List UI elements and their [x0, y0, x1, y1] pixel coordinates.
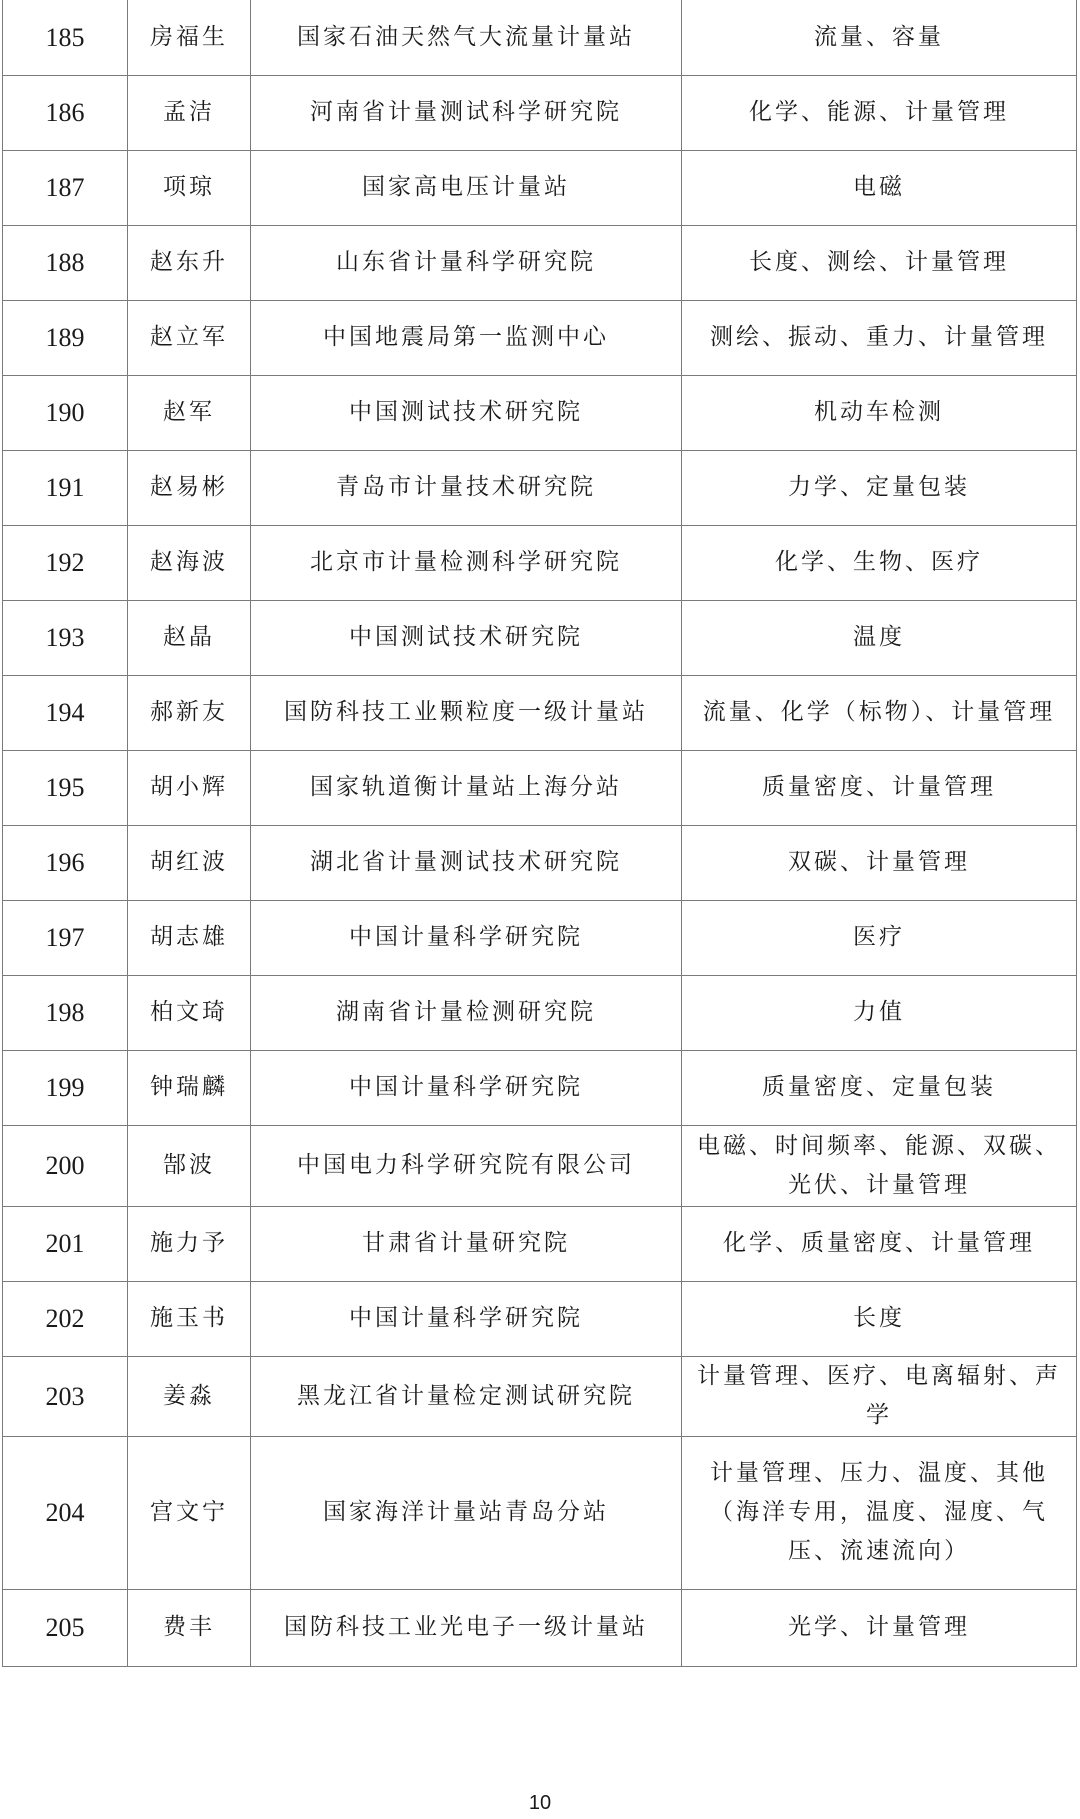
table-row: [3, 300, 1077, 375]
table-row: [3, 75, 1077, 150]
row-number: 196: [3, 825, 128, 900]
table-row: [3, 1050, 1077, 1125]
specialty-field: 质量密度、计量管理: [682, 750, 1077, 825]
person-name: 姜淼: [128, 1356, 251, 1436]
row-number: 200: [3, 1125, 128, 1206]
row-number: 195: [3, 750, 128, 825]
row-number: 197: [3, 900, 128, 975]
person-name: 郝新友: [128, 675, 251, 750]
person-name: 钟瑞麟: [128, 1050, 251, 1125]
table-row: [3, 150, 1077, 225]
specialty-field: 计量管理、压力、温度、其他（海洋专用，温度、湿度、气压、流速流向）: [682, 1436, 1077, 1589]
person-name: 赵立军: [128, 300, 251, 375]
person-name: 房福生: [128, 0, 251, 75]
organization: 河南省计量测试科学研究院: [251, 75, 682, 150]
organization: 国家石油天然气大流量计量站: [251, 0, 682, 75]
organization: 国家轨道衡计量站上海分站: [251, 750, 682, 825]
table-row: [3, 375, 1077, 450]
organization: 甘肃省计量研究院: [251, 1206, 682, 1281]
person-name: 柏文琦: [128, 975, 251, 1050]
person-name: 施力予: [128, 1206, 251, 1281]
row-number: 194: [3, 675, 128, 750]
row-number: 193: [3, 600, 128, 675]
organization: 国防科技工业光电子一级计量站: [251, 1589, 682, 1666]
row-number: 186: [3, 75, 128, 150]
row-number: 188: [3, 225, 128, 300]
row-number: 205: [3, 1589, 128, 1666]
row-number: 198: [3, 975, 128, 1050]
page-number: 10: [528, 1792, 552, 1814]
expert-roster-table: [2, 0, 1077, 1667]
organization: 山东省计量科学研究院: [251, 225, 682, 300]
specialty-field: 医疗: [682, 900, 1077, 975]
table-row: [3, 675, 1077, 750]
specialty-field: 化学、生物、医疗: [682, 525, 1077, 600]
specialty-field: 电磁、时间频率、能源、双碳、光伏、计量管理: [682, 1125, 1077, 1206]
table-row: [3, 1356, 1077, 1436]
table-row: [3, 0, 1077, 75]
specialty-field: 化学、质量密度、计量管理: [682, 1206, 1077, 1281]
row-number: 190: [3, 375, 128, 450]
organization: 湖南省计量检测研究院: [251, 975, 682, 1050]
organization: 中国计量科学研究院: [251, 1050, 682, 1125]
table-row: [3, 825, 1077, 900]
row-number: 203: [3, 1356, 128, 1436]
table-row: [3, 1206, 1077, 1281]
organization: 国家高电压计量站: [251, 150, 682, 225]
specialty-field: 长度: [682, 1281, 1077, 1356]
row-number: 189: [3, 300, 128, 375]
specialty-field: 机动车检测: [682, 375, 1077, 450]
organization: 国家海洋计量站青岛分站: [251, 1436, 682, 1589]
person-name: 孟洁: [128, 75, 251, 150]
organization: 青岛市计量技术研究院: [251, 450, 682, 525]
row-number: 187: [3, 150, 128, 225]
organization: 北京市计量检测科学研究院: [251, 525, 682, 600]
specialty-field: 流量、化学（标物）、计量管理: [682, 675, 1077, 750]
specialty-field: 长度、测绘、计量管理: [682, 225, 1077, 300]
row-number: 191: [3, 450, 128, 525]
organization: 中国测试技术研究院: [251, 600, 682, 675]
organization: 湖北省计量测试技术研究院: [251, 825, 682, 900]
specialty-field: 双碳、计量管理: [682, 825, 1077, 900]
person-name: 赵易彬: [128, 450, 251, 525]
organization: 中国计量科学研究院: [251, 1281, 682, 1356]
person-name: 赵军: [128, 375, 251, 450]
table-row: [3, 525, 1077, 600]
specialty-field: 力值: [682, 975, 1077, 1050]
table-row: [3, 225, 1077, 300]
person-name: 胡小辉: [128, 750, 251, 825]
specialty-field: 电磁: [682, 150, 1077, 225]
specialty-field: 力学、定量包装: [682, 450, 1077, 525]
specialty-field: 温度: [682, 600, 1077, 675]
table-row: [3, 900, 1077, 975]
specialty-field: 测绘、振动、重力、计量管理: [682, 300, 1077, 375]
person-name: 胡红波: [128, 825, 251, 900]
row-number: 185: [3, 0, 128, 75]
table-row: [3, 750, 1077, 825]
organization: 国防科技工业颗粒度一级计量站: [251, 675, 682, 750]
organization: 中国计量科学研究院: [251, 900, 682, 975]
person-name: 宫文宁: [128, 1436, 251, 1589]
specialty-field: 光学、计量管理: [682, 1589, 1077, 1666]
person-name: 赵海波: [128, 525, 251, 600]
specialty-field: 化学、能源、计量管理: [682, 75, 1077, 150]
table-row: [3, 1125, 1077, 1206]
table-row: [3, 600, 1077, 675]
table-row: [3, 1281, 1077, 1356]
specialty-field: 质量密度、定量包装: [682, 1050, 1077, 1125]
person-name: 郜波: [128, 1125, 251, 1206]
organization: 中国电力科学研究院有限公司: [251, 1125, 682, 1206]
table-row: [3, 1589, 1077, 1666]
row-number: 202: [3, 1281, 128, 1356]
table-row: [3, 450, 1077, 525]
person-name: 胡志雄: [128, 900, 251, 975]
organization: 中国地震局第一监测中心: [251, 300, 682, 375]
table-row: [3, 975, 1077, 1050]
person-name: 赵东升: [128, 225, 251, 300]
row-number: 204: [3, 1436, 128, 1589]
row-number: 192: [3, 525, 128, 600]
person-name: 赵晶: [128, 600, 251, 675]
specialty-field: 计量管理、医疗、电离辐射、声学: [682, 1356, 1077, 1436]
person-name: 费丰: [128, 1589, 251, 1666]
specialty-field: 流量、容量: [682, 0, 1077, 75]
row-number: 201: [3, 1206, 128, 1281]
person-name: 施玉书: [128, 1281, 251, 1356]
row-number: 199: [3, 1050, 128, 1125]
table-row: [3, 1436, 1077, 1589]
organization: 中国测试技术研究院: [251, 375, 682, 450]
person-name: 项琼: [128, 150, 251, 225]
organization: 黑龙江省计量检定测试研究院: [251, 1356, 682, 1436]
